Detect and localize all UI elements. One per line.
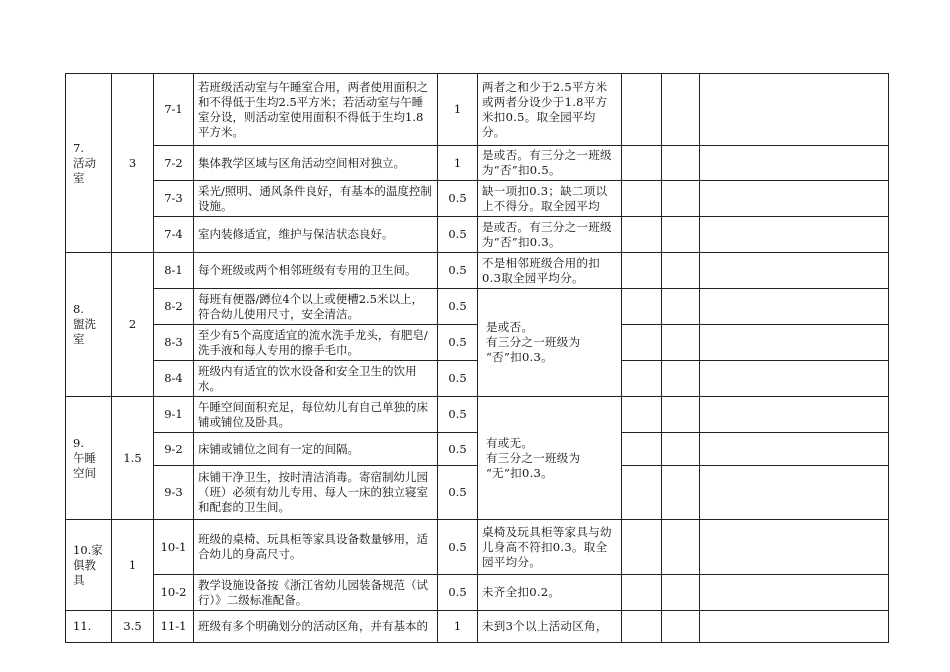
item-text: 采光/照明、通风条件良好，有基本的温度控制设施。 (194, 181, 438, 217)
criteria-cell: 桌椅及玩具柜等家具与幼儿身高不符扣0.3。取全园平均分。 (478, 520, 622, 575)
blank-cell (622, 325, 662, 361)
criteria-cell: 是或否。有三分之一班级为“否”扣0.5。 (478, 146, 622, 181)
criteria-cell: 是或否。有三分之一班级为“否”扣0.3。 (478, 217, 622, 253)
code-cell: 7-2 (154, 146, 194, 181)
table-row (66, 74, 889, 146)
item-text: 集体教学区域与区角活动空间相对独立。 (194, 146, 438, 181)
criteria-cell: 未齐全扣0.2。 (478, 575, 622, 611)
score-cell: 0.5 (438, 181, 478, 217)
blank-cell (622, 146, 662, 181)
category-cell: 7. 活动 室 (66, 74, 112, 253)
blank-cell (662, 181, 700, 217)
table-row (66, 181, 889, 217)
blank-cell (700, 611, 889, 643)
table-row (66, 146, 889, 181)
code-cell: 9-1 (154, 397, 194, 433)
criteria-cell: 有或无。 有三分之一班级为 “无”扣0.3。 (478, 397, 622, 520)
category-cell: 8. 盥洗 室 (66, 253, 112, 397)
item-text: 每个班级或两个相邻班级有专用的卫生间。 (194, 253, 438, 289)
blank-cell (662, 289, 700, 325)
item-text: 教学设施设备按《浙江省幼儿园装备规范（试行）》二级标准配备。 (194, 575, 438, 611)
blank-cell (662, 361, 700, 397)
item-text: 若班级活动室与午睡室合用，两者使用面积之和不得低于生均2.5平方米；若活动室与午睡室分设，则活动室使用面积不得低于生均1.8平方米。 (194, 74, 438, 146)
code-cell: 10-1 (154, 520, 194, 575)
blank-cell (622, 181, 662, 217)
code-cell: 8-2 (154, 289, 194, 325)
code-cell: 7-4 (154, 217, 194, 253)
blank-cell (662, 74, 700, 146)
score-cell: 0.5 (438, 325, 478, 361)
table-row (66, 575, 889, 611)
points-cell: 1.5 (112, 397, 154, 520)
blank-cell (622, 466, 662, 520)
code-cell: 8-4 (154, 361, 194, 397)
blank-cell (700, 74, 889, 146)
blank-cell (622, 520, 662, 575)
blank-cell (700, 575, 889, 611)
blank-cell (700, 433, 889, 466)
blank-cell (662, 575, 700, 611)
blank-cell (700, 253, 889, 289)
blank-cell (662, 253, 700, 289)
table-row (66, 217, 889, 253)
table-row (66, 466, 889, 520)
code-cell: 7-1 (154, 74, 194, 146)
item-text: 班级的桌椅、玩具柜等家具设备数量够用，适合幼儿的身高尺寸。 (194, 520, 438, 575)
score-cell: 0.5 (438, 289, 478, 325)
table-row (66, 253, 889, 289)
blank-cell (700, 325, 889, 361)
item-text: 室内装修适宜，维护与保洁状态良好。 (194, 217, 438, 253)
category-cell: 10.家 俱教 具 (66, 520, 112, 611)
blank-cell (700, 289, 889, 325)
score-cell: 0.5 (438, 520, 478, 575)
blank-cell (700, 397, 889, 433)
blank-cell (622, 611, 662, 643)
table-row (66, 520, 889, 575)
blank-cell (622, 289, 662, 325)
item-text: 至少有5个高度适宜的流水洗手龙头，有肥皂/洗手液和每人专用的擦手毛巾。 (194, 325, 438, 361)
score-cell: 1 (438, 611, 478, 643)
blank-cell (700, 361, 889, 397)
blank-cell (622, 575, 662, 611)
score-cell: 0.5 (438, 361, 478, 397)
table-row (66, 325, 889, 361)
code-cell: 10-2 (154, 575, 194, 611)
code-cell: 8-1 (154, 253, 194, 289)
table-row (66, 397, 889, 433)
code-cell: 8-3 (154, 325, 194, 361)
blank-cell (622, 253, 662, 289)
blank-cell (662, 397, 700, 433)
score-cell: 0.5 (438, 253, 478, 289)
points-cell: 1 (112, 520, 154, 611)
category-cell: 9. 午睡 空间 (66, 397, 112, 520)
blank-cell (700, 520, 889, 575)
blank-cell (700, 466, 889, 520)
table-row (66, 289, 889, 325)
item-text: 班级内有适宜的饮水设备和安全卫生的饮用水。 (194, 361, 438, 397)
blank-cell (662, 146, 700, 181)
item-text: 每班有便器/蹲位4个以上或便槽2.5米以上，符合幼儿使用尺寸，安全清洁。 (194, 289, 438, 325)
blank-cell (662, 217, 700, 253)
item-text: 午睡空间面积充足，每位幼儿有自己单独的床铺或铺位及卧具。 (194, 397, 438, 433)
blank-cell (700, 181, 889, 217)
blank-cell (622, 217, 662, 253)
item-text: 床铺干净卫生，按时清洁消毒。寄宿制幼儿园（班）必须有幼儿专用、每人一床的独立寝室和配套的卫生间。 (194, 466, 438, 520)
code-cell: 11-1 (154, 611, 194, 643)
blank-cell (662, 520, 700, 575)
blank-cell (662, 611, 700, 643)
score-cell: 1 (438, 74, 478, 146)
evaluation-table (65, 73, 889, 643)
table-row (66, 361, 889, 397)
blank-cell (622, 361, 662, 397)
table-row (66, 611, 889, 643)
score-cell: 1 (438, 146, 478, 181)
score-cell: 0.5 (438, 397, 478, 433)
code-cell: 7-3 (154, 181, 194, 217)
blank-cell (622, 397, 662, 433)
points-cell: 3.5 (112, 611, 154, 643)
blank-cell (622, 74, 662, 146)
score-cell: 0.5 (438, 433, 478, 466)
criteria-cell: 是或否。 有三分之一班级为 “否”扣0.3。 (478, 289, 622, 397)
score-cell: 0.5 (438, 217, 478, 253)
blank-cell (662, 325, 700, 361)
blank-cell (662, 466, 700, 520)
category-cell: 11. (66, 611, 112, 643)
code-cell: 9-2 (154, 433, 194, 466)
code-cell: 9-3 (154, 466, 194, 520)
points-cell: 2 (112, 253, 154, 397)
blank-cell (622, 433, 662, 466)
criteria-cell: 缺一项扣0.3；缺二项以上不得分。取全园平均 (478, 181, 622, 217)
table-row (66, 433, 889, 466)
item-text: 床铺或铺位之间有一定的间隔。 (194, 433, 438, 466)
blank-cell (700, 146, 889, 181)
blank-cell (662, 433, 700, 466)
score-cell: 0.5 (438, 466, 478, 520)
item-text: 班级有多个明确划分的活动区角，并有基本的 (194, 611, 438, 643)
blank-cell (700, 217, 889, 253)
criteria-cell: 不是相邻班级合用的扣0.3取全园平均分。 (478, 253, 622, 289)
criteria-cell: 未到3个以上活动区角， (478, 611, 622, 643)
criteria-cell: 两者之和少于2.5平方米或两者分设少于1.8平方米扣0.5。取全园平均分。 (478, 74, 622, 146)
points-cell: 3 (112, 74, 154, 253)
score-cell: 0.5 (438, 575, 478, 611)
